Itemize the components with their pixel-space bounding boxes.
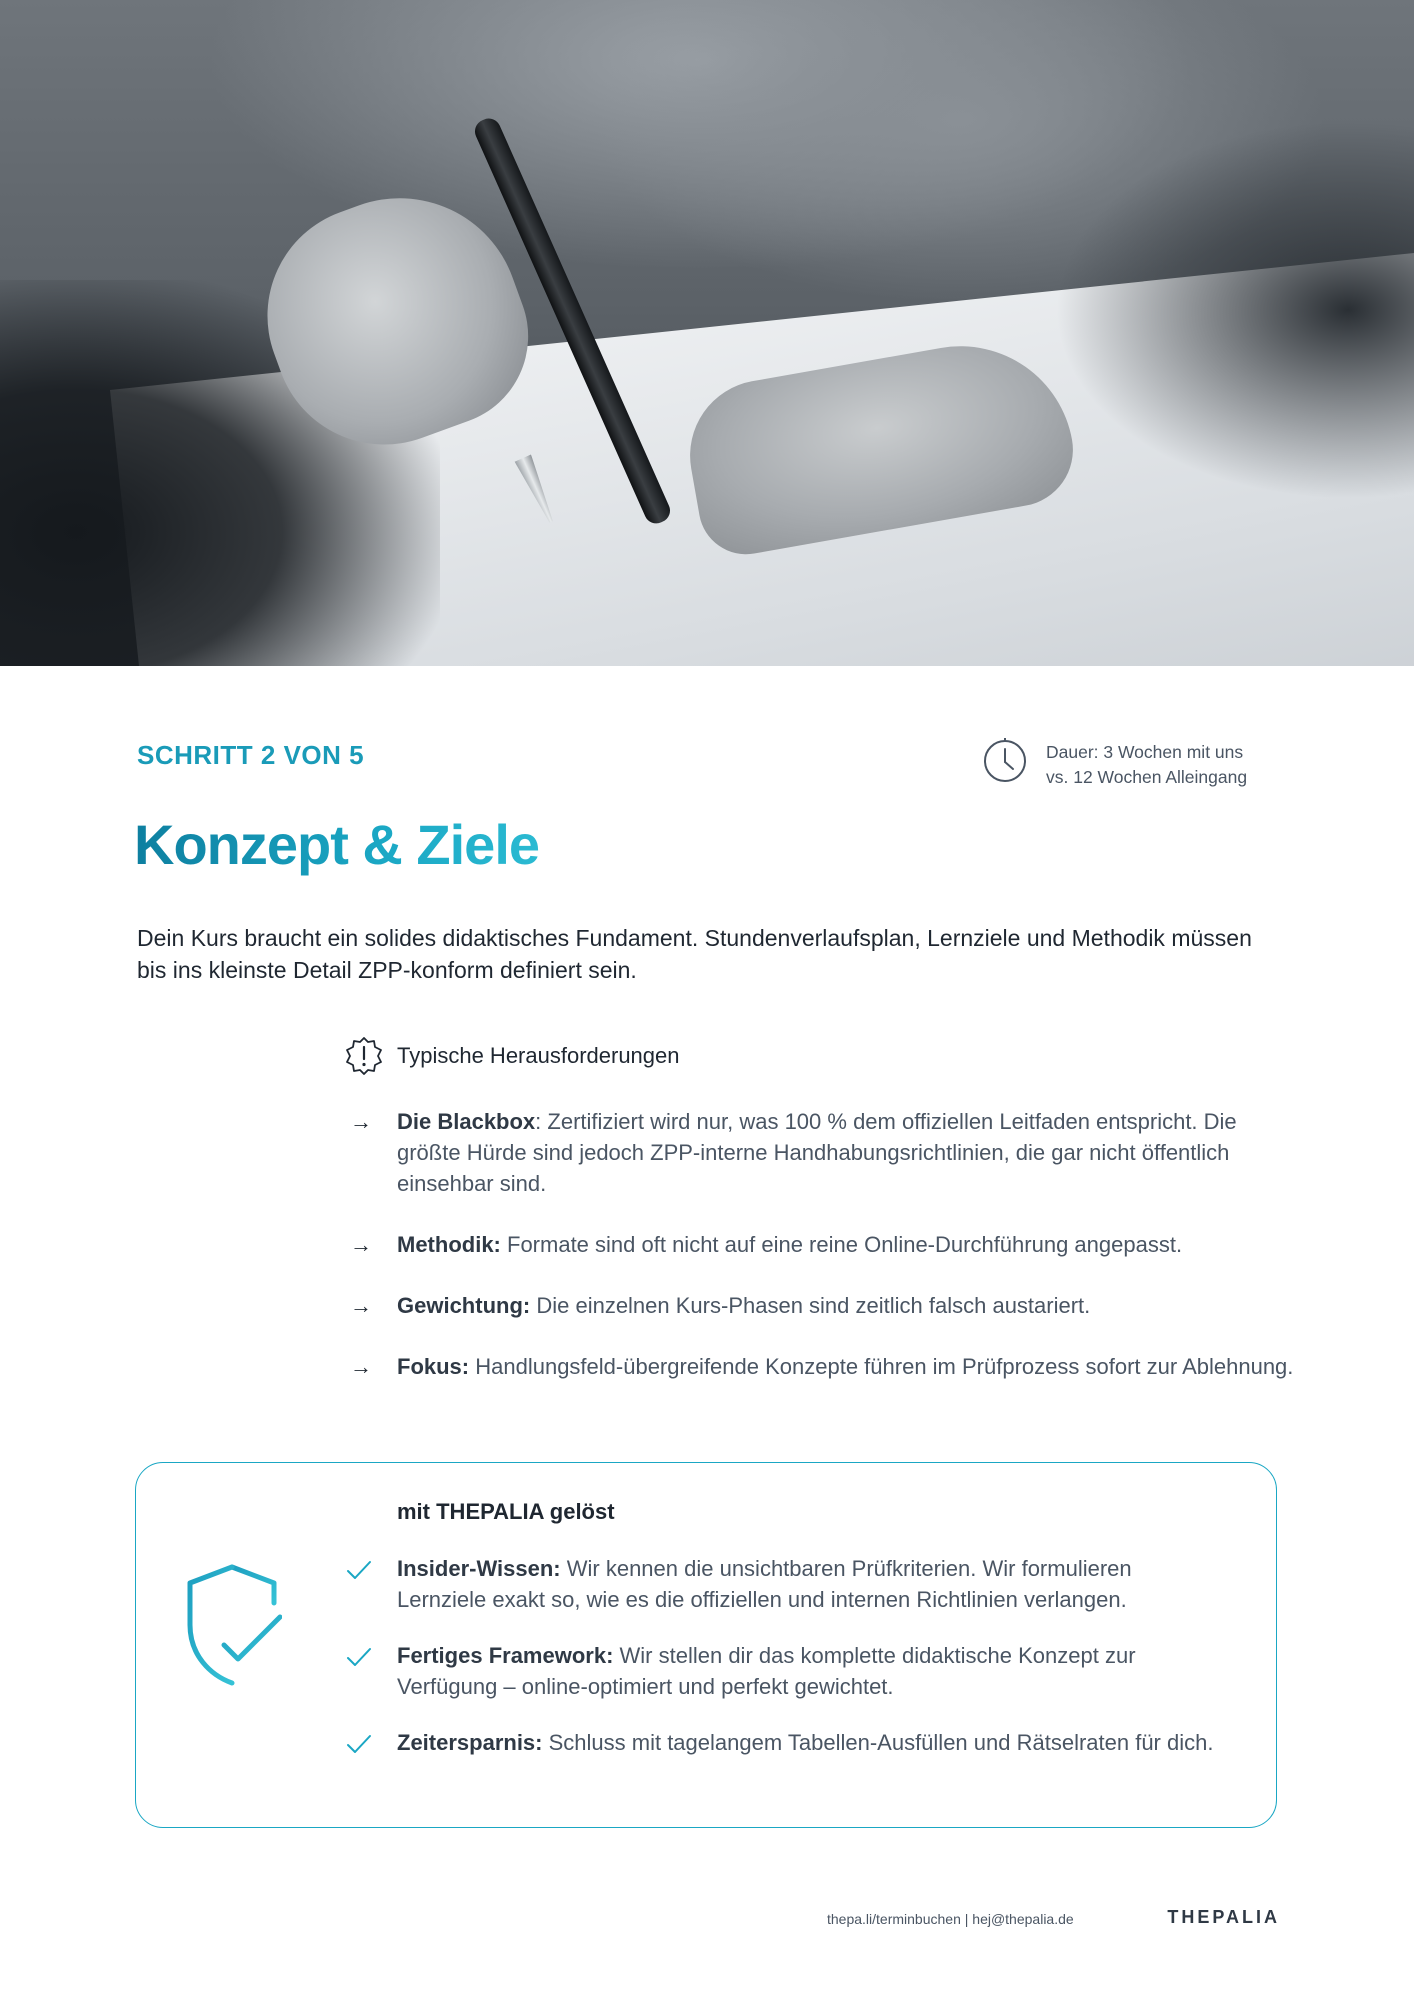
list-item [346, 1640, 1226, 1702]
check-icon [346, 1646, 372, 1668]
shield-check-icon [182, 1563, 282, 1687]
item-text: Zertifiziert wird nur, was 100 % dem offiziellen Leitfaden entspricht. Die größte Hürde sind jedoch ZPP-interne Handhabungsrichtlinien, die gar nicht öffentlich einsehbar sind. [397, 1109, 1237, 1196]
warning-badge-icon [344, 1036, 384, 1076]
item-label: Fertiges Framework: [397, 1643, 614, 1668]
duration-line-1: Dauer: 3 Wochen mit uns [1046, 742, 1244, 762]
list-item [344, 1290, 1304, 1321]
item-label: Gewichtung: [397, 1293, 531, 1318]
item-text: Formate sind oft nicht auf eine reine Online-Durchführung angepasst. [500, 1232, 1183, 1257]
solution-heading: mit THEPALIA gelöst [397, 1499, 615, 1524]
item-label: Methodik: [397, 1232, 501, 1257]
challenges-heading [344, 1036, 1304, 1078]
item-label: Fokus: [397, 1354, 470, 1379]
list-item [344, 1351, 1304, 1382]
item-label: Die Blackbox [397, 1109, 536, 1134]
list-item [344, 1106, 1304, 1199]
solution-box [135, 1462, 1277, 1828]
step-label: SCHRITT 2 VON 5 [137, 740, 365, 770]
page-title: Konzept & Ziele [134, 813, 540, 876]
intro-text: Dein Kurs braucht ein solides didaktisches Fundament. Stundenverlaufsplan, Lernziele und Methodik müssen bis ins kleinste Detail ZPP-konform definiert sein. [137, 925, 1252, 983]
list-item [344, 1229, 1304, 1260]
arrow-right-icon: → [350, 1354, 372, 1379]
item-separator: : [535, 1109, 542, 1134]
list-item [346, 1553, 1226, 1615]
item-text: Handlungsfeld-übergreifende Konzepte führen im Prüfprozess sofort zur Ablehnung. [469, 1354, 1294, 1379]
item-text: Wir kennen die unsichtbaren Prüfkriterien. Wir formulieren Lernziele exakt so, wie es die offiziellen und internen Richtlinien verlangen. [397, 1556, 1132, 1612]
list-item [346, 1727, 1226, 1758]
brand-logo: THEPALIA [1167, 1907, 1280, 1927]
footer [820, 1905, 1280, 1935]
footer-links[interactable]: thepa.li/terminbuchen | hej@thepalia.de [827, 1911, 1074, 1927]
item-text: Wir stellen dir das komplette didaktische Konzept zur Verfügung – online-optimiert und perfekt gewichtet. [397, 1643, 1136, 1699]
item-label: Insider-Wissen: [397, 1556, 561, 1581]
duration-info [982, 737, 1282, 793]
challenges-heading-label: Typische Herausforderungen [397, 1043, 680, 1068]
challenges-section [344, 1036, 1304, 1379]
challenges-list [344, 1106, 1304, 1412]
duration-line-2: vs. 12 Wochen Alleingang [1046, 767, 1248, 787]
arrow-right-icon: → [350, 1109, 372, 1134]
arrow-right-icon: → [350, 1293, 372, 1318]
solution-list [346, 1553, 1226, 1783]
clock-icon [982, 737, 1028, 783]
item-text: Schluss mit tagelangem Tabellen-Ausfüllen und Rätselraten für dich. [542, 1730, 1214, 1755]
arrow-right-icon: → [350, 1232, 372, 1257]
check-icon [346, 1559, 372, 1581]
item-text: Die einzelnen Kurs-Phasen sind zeitlich falsch austariert. [530, 1293, 1091, 1318]
check-icon [346, 1733, 372, 1755]
hero-photo [0, 0, 1414, 666]
photo-shadow [1054, 120, 1414, 500]
item-label: Zeitersparnis: [397, 1730, 543, 1755]
